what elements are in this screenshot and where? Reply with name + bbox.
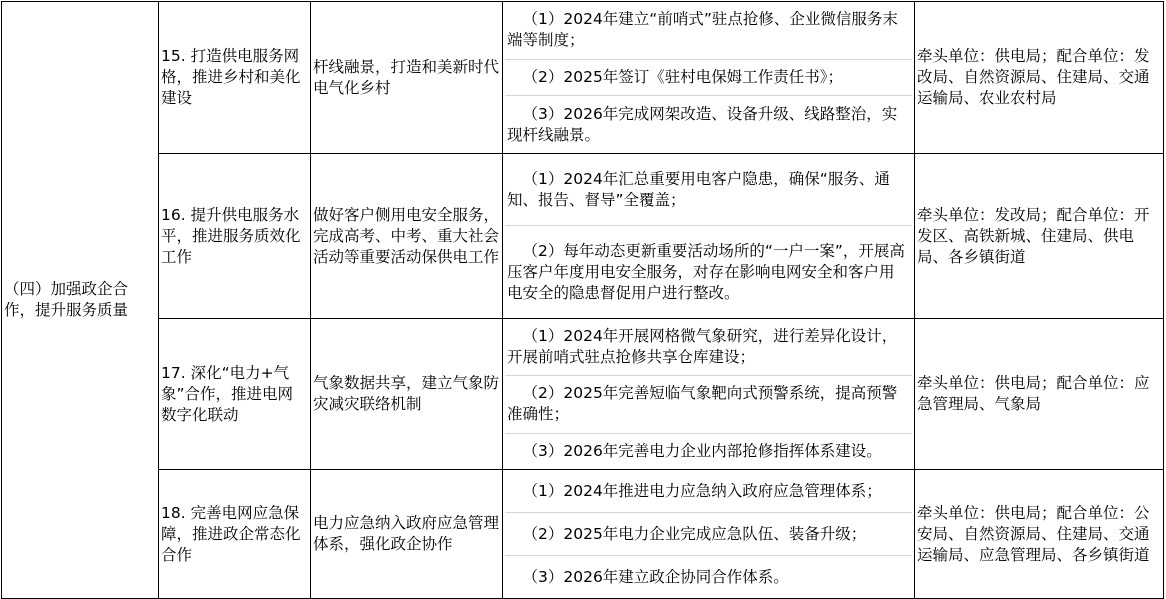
task-title: 16. 提升供电服务水平，推进服务质效化工作 (161, 205, 301, 266)
task-units: 牵头单位：供电局；配合单位：公安局、自然资源局、住建局、交通运输局、应急管理局、各乡镇街道 (917, 503, 1150, 564)
table-row (2, 319, 1164, 470)
task-units: 牵头单位：供电局；配合单位：应急管理局、气象局 (917, 374, 1150, 413)
measure-list (505, 470, 912, 598)
measure-list (505, 2, 912, 153)
task-title-cell (159, 2, 311, 154)
measure-text: （1）2024年开展网格微气象研究，进行差异化设计，开展前哨式驻点抢修共享仓库建设； (507, 327, 898, 367)
measure-list (505, 319, 912, 469)
task-goal: 气象数据共享，建立气象防灾减灾联络机制 (313, 374, 500, 413)
task-measures-cell (503, 319, 915, 470)
measure-item (505, 319, 912, 375)
measure-text: （2）2025年电力企业完成应急队伍、装备升级； (522, 524, 867, 543)
measure-item (505, 433, 912, 469)
category-label: （四）加强政企合作，提升服务质量 (4, 280, 129, 319)
measure-item (505, 2, 912, 59)
task-units-cell (915, 319, 1164, 470)
category-cell (2, 2, 159, 599)
measure-text: （2）2025年完善短临气象靶向式预警系统，提高预警准确性； (507, 384, 898, 424)
table-row (2, 470, 1164, 599)
task-measures-cell (503, 2, 915, 154)
task-title-cell (159, 319, 311, 470)
task-goal: 做好客户侧用电安全服务，完成高考、中考、重大社会活动等重要活动保供电工作 (313, 205, 500, 266)
task-units-cell (915, 154, 1164, 319)
measure-text: （1）2024年建立“前哨式”驻点抢修、企业微信服务末端等制度； (507, 10, 898, 50)
measure-text: （3）2026年建立政企协同合作体系。 (522, 567, 789, 586)
task-title-cell (159, 154, 311, 319)
task-measures-cell (503, 154, 915, 319)
measure-text: （1）2024年汇总重要用电客户隐患，确保“服务、通知、报告、督导”全覆盖； (507, 169, 890, 209)
measure-text: （2）2025年签订《驻村电保姆工作责任书》； (522, 68, 844, 86)
table-row (2, 154, 1164, 319)
measure-item (505, 225, 912, 318)
task-title: 15. 打造供电服务网格，推进乡村和美化建设 (161, 47, 301, 107)
task-measures-cell (503, 470, 915, 599)
measure-item (505, 375, 912, 432)
measure-item (505, 154, 912, 225)
task-title: 18. 完善电网应急保障，推进政企常态化合作 (161, 503, 301, 564)
task-table (1, 1, 1164, 599)
task-goal-cell (311, 319, 503, 470)
measure-text: （3）2026年完成网架改造、设备升级、线路整治，实现杆线融景。 (507, 104, 898, 144)
task-units: 牵头单位：发改局；配合单位：开发区、高铁新城、住建局、供电局、各乡镇街道 (917, 205, 1150, 266)
task-units-cell (915, 2, 1164, 154)
measure-item (505, 59, 912, 96)
task-title: 17. 深化“电力+气象”合作，推进电网数字化联动 (161, 363, 294, 424)
measure-item (505, 95, 912, 153)
measure-item (505, 470, 912, 512)
task-goal-cell (311, 470, 503, 599)
task-goal: 杆线融景，打造和美新时代电气化乡村 (313, 57, 500, 97)
measure-list (505, 154, 912, 318)
task-goal-cell (311, 2, 503, 154)
measure-text: （3）2026年完善电力企业内部抢修指挥体系建设。 (522, 441, 882, 460)
task-units: 牵头单位：供电局；配合单位：发改局、自然资源局、住建局、交通运输局、农业农村局 (917, 47, 1150, 107)
task-goal-cell (311, 154, 503, 319)
measure-item (505, 555, 912, 598)
task-goal: 电力应急纳入政府应急管理体系，强化政企协作 (313, 514, 500, 553)
measure-text: （1）2024年推进电力应急纳入政府应急管理体系； (522, 481, 882, 500)
table-row (2, 2, 1164, 154)
measure-item (505, 512, 912, 555)
task-title-cell (159, 470, 311, 599)
task-units-cell (915, 470, 1164, 599)
measure-text: （2）每年动态更新重要活动场所的“一户一案”，开展高压客户年度用电安全服务，对存在影响电网安全和客户用电安全的隐患督促用户进行整改。 (507, 241, 905, 302)
